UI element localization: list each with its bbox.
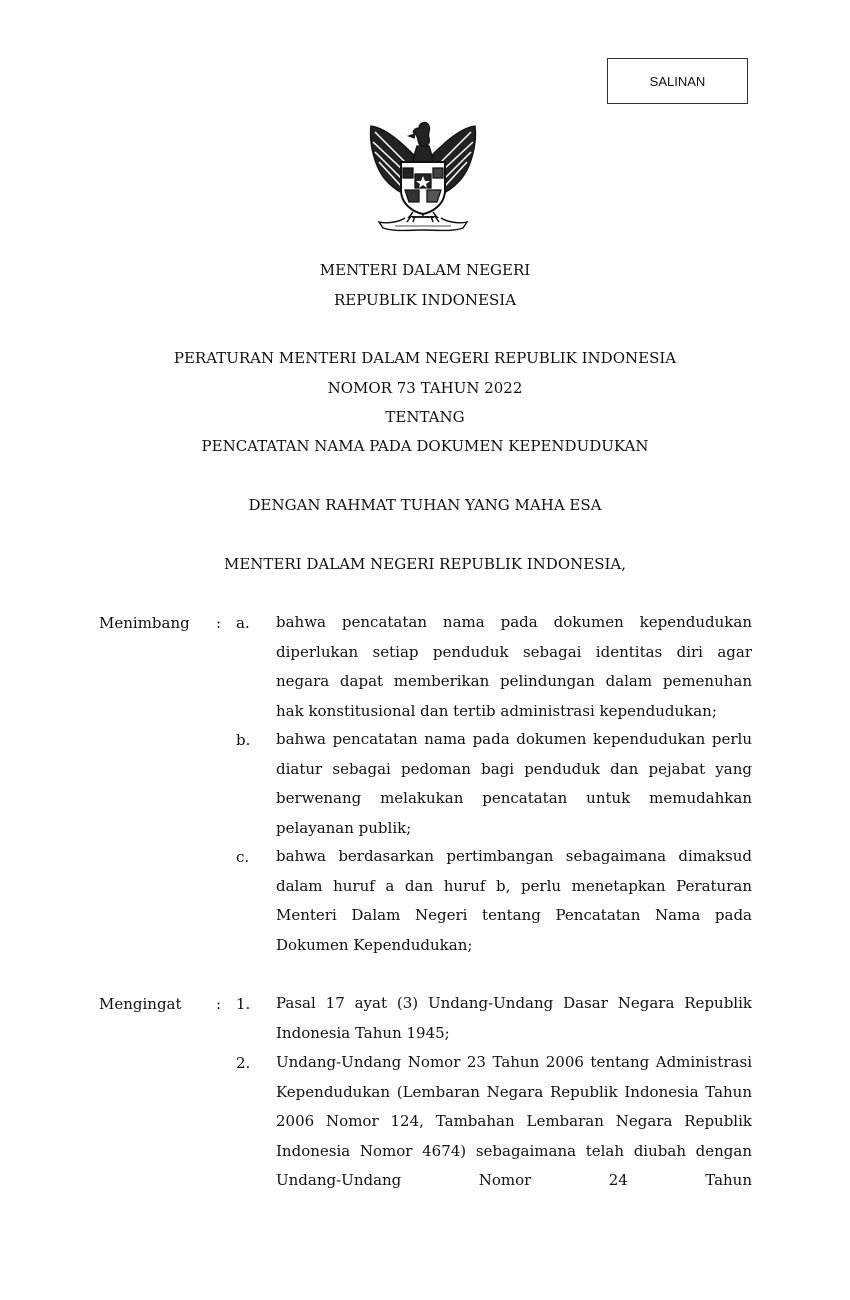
menimbang-marker-a: a. bbox=[236, 614, 250, 632]
invocation: DENGAN RAHMAT TUHAN YANG MAHA ESA bbox=[248, 496, 602, 514]
menimbang-item-a: bahwa pencatatan nama pada dokumen kependudukan diperlukan setiap penduduk sebagai identitas diri agar negara dapat memberikan pelindungan dalam pemenuhan hak konstitusional dan tertib administrasi kependudukan; bbox=[276, 613, 752, 720]
mengingat-marker-1: 1. bbox=[236, 995, 251, 1013]
mengingat-label: Mengingat bbox=[99, 995, 182, 1013]
menimbang-label: Menimbang bbox=[99, 614, 190, 632]
regulation-subject: PENCATATAN NAMA PADA DOKUMEN KEPENDUDUKAN bbox=[201, 437, 649, 455]
regulation-title: PERATURAN MENTERI DALAM NEGERI REPUBLIK INDONESIA bbox=[173, 349, 677, 367]
salinan-stamp: SALINAN bbox=[607, 58, 748, 104]
garuda-pancasila-emblem-icon bbox=[365, 118, 481, 238]
menimbang-item-c: bahwa berdasarkan pertimbangan sebagaimana dimaksud dalam huruf a dan huruf b, perlu menetapkan Peraturan Menteri Dalam Negeri tentang Pencatatan Nama pada Dokumen Kependudukan; bbox=[276, 847, 752, 954]
menimbang-marker-c: c. bbox=[236, 848, 250, 866]
mengingat-item-1: Pasal 17 ayat (3) Undang-Undang Dasar Negara Republik Indonesia Tahun 1945; bbox=[276, 994, 752, 1042]
regulation-number: NOMOR 73 TAHUN 2022 bbox=[327, 379, 523, 397]
menimbang-colon: : bbox=[216, 614, 222, 632]
regulation-tentang: TENTANG bbox=[385, 408, 465, 426]
mengingat-colon: : bbox=[216, 995, 222, 1013]
header-line-2: REPUBLIK INDONESIA bbox=[333, 291, 517, 309]
menimbang-marker-b: b. bbox=[236, 731, 251, 749]
header-line-1: MENTERI DALAM NEGERI bbox=[319, 261, 531, 279]
menimbang-item-b: bahwa pencatatan nama pada dokumen kependudukan perlu diatur sebagai pedoman bagi penduduk dan pejabat yang berwenang melakukan pencatatan untuk memudahkan pelayanan publik; bbox=[276, 730, 752, 837]
authority-line: MENTERI DALAM NEGERI REPUBLIK INDONESIA, bbox=[224, 555, 626, 573]
mengingat-item-2: Undang-Undang Nomor 23 Tahun 2006 tentang Administrasi Kependudukan (Lembaran Negara Republik Indonesia Tahun 2006 Nomor 124, Tambahan Lembaran Negara Republik Indonesia Nomor 4674) sebagaimana telah diubah dengan Undang-Undang Nomor 24 Tahun bbox=[276, 1053, 752, 1189]
mengingat-marker-2: 2. bbox=[236, 1054, 251, 1072]
